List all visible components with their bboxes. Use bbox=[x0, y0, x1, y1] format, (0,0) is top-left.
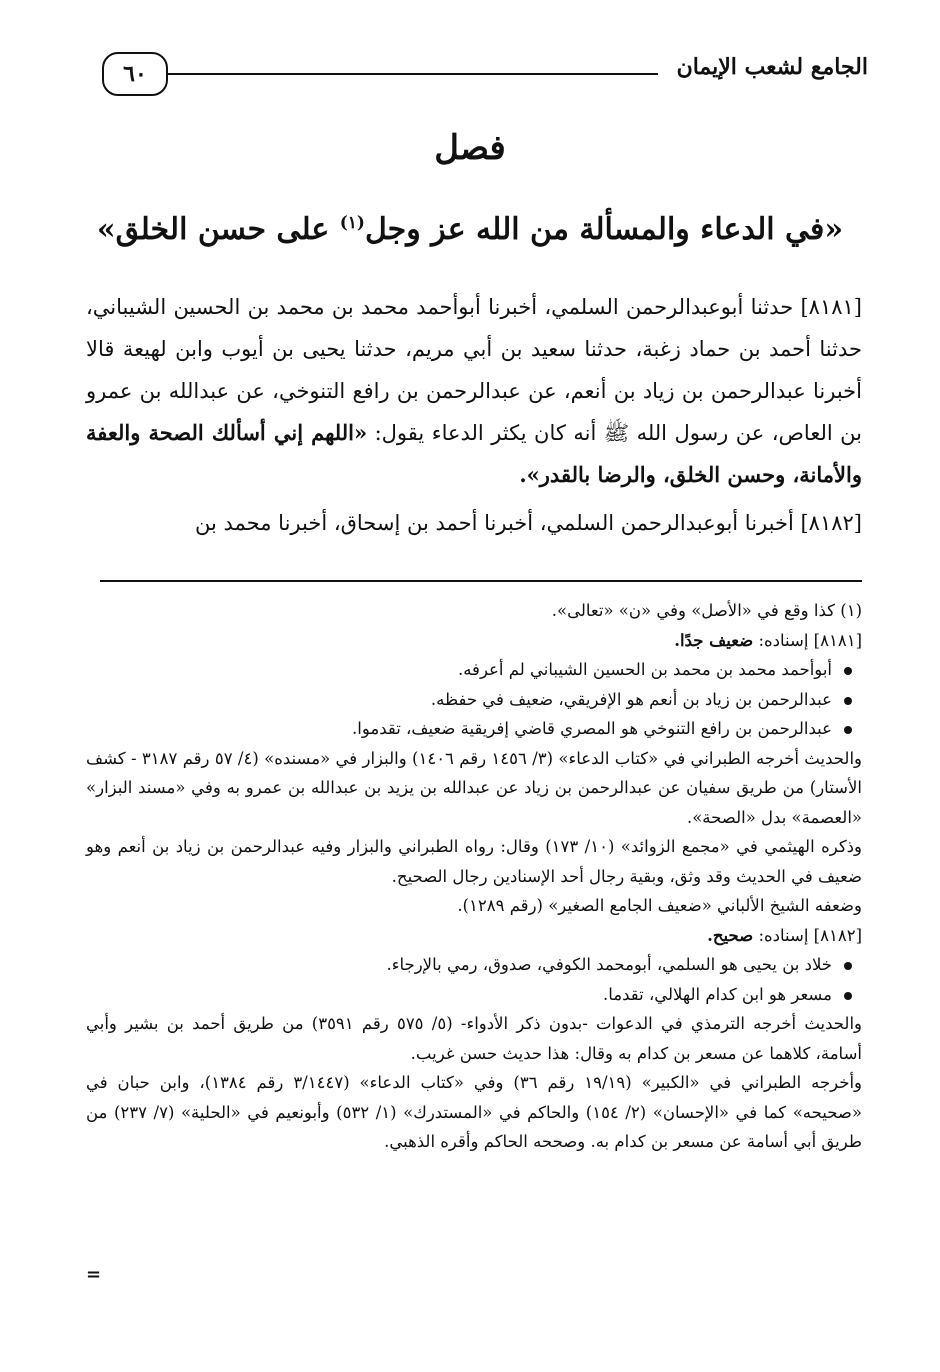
page-header bbox=[82, 52, 868, 100]
bullet-icon bbox=[844, 726, 852, 734]
list-item-text: عبدالرحمن بن رافع التنوخي هو المصري قاضي إفريقية ضعيف، تقدموا. bbox=[352, 719, 832, 738]
list-item-text: مسعر هو ابن كدام الهلالي، تقدما. bbox=[602, 984, 832, 1004]
list-item-text: عبدالرحمن بن زياد بن أنعم هو الإفريقي، ضعيف في حفظه. bbox=[430, 689, 832, 709]
main-text bbox=[86, 286, 862, 550]
header-rule bbox=[166, 73, 658, 75]
list-item-text: خلاد بن يحيى هو السلمي، أبومحمد الكوفي، صدوق، رمي بالإرجاء. bbox=[386, 955, 832, 974]
note-8181-list bbox=[86, 655, 862, 744]
note-8181-grade: ضعيف جدًا. bbox=[674, 630, 754, 650]
bullet-icon bbox=[844, 667, 852, 675]
note-8182-paragraph-1: والحديث أخرجه الترمذي في الدعوات -بدون ذكر الأدواء- (٥/ ٥٧٥ رقم ٣٥٩١) من طريق أحمد بن بشير وأبي أسامة، كلاهما عن مسعر بن كدام به وقال: هذا حديث حسن غريب. bbox=[86, 1014, 863, 1063]
footnotes bbox=[86, 596, 862, 1157]
hadith-8181-isnad: [٨١٨١] حدثنا أبوعبدالرحمن السلمي، أخبرنا أبوأحمد محمد بن محمد بن الحسين الشيباني، حدثنا أحمد بن حماد زغبة، حدثنا سعيد بن أبي مريم، حدثنا يحيى بن أيوب وابن لهيعة قالا أخبرنا عبدالرحمن بن زياد بن أنعم، عن عبدالرحمن بن رافع التنوخي، عن عبدالله بن عمرو بن العاص، عن رسول الله ﷺ أنه كان يكثر الدعاء يقول: bbox=[86, 295, 862, 445]
bullet-icon bbox=[844, 697, 852, 705]
note-8182-heading bbox=[86, 921, 862, 951]
note-8182-list bbox=[86, 950, 862, 1009]
note-8181-paragraph-1: والحديث أخرجه الطبراني في «كتاب الدعاء» (٣/ ١٤٥٦ رقم ١٤٠٦) والبزار في «مسنده» (٤/ ٥٧ رقم ٣١٨٧ - كشف الأستار) من طريق سفيان عن عبدالرحمن بن زياد عن عبدالله بن يزيد بن عبدالله بن عمرو به وفي «مسند البزار» «العصمة» بدل «الصحة». bbox=[86, 748, 862, 827]
hadith-8181-dua: «اللهم إني أسألك الصحة والعفة والأمانة، وحسن الخلق، والرضا بالقدر». bbox=[86, 420, 862, 487]
bullet-icon bbox=[844, 962, 852, 970]
note-8182-label: [٨١٨٢] إسناده: bbox=[753, 925, 862, 945]
note-8181-paragraph-2: وذكره الهيثمي في «مجمع الزوائد» (١٠/ ١٧٣) وقال: رواه الطبراني والبزار وفيه عبدالرحمن بن زياد بن أنعم وهو ضعيف في الحديث وقد وثق، وبقية رجال أحد الإسنادين رجال الصحيح. bbox=[86, 837, 862, 886]
footnote-1: (١) كذا وقع في «الأصل» وفي «ن» «تعالى». bbox=[551, 601, 862, 620]
chapter-title bbox=[0, 212, 940, 247]
bullet-icon bbox=[844, 992, 852, 1000]
note-8181-heading bbox=[86, 626, 862, 656]
note-8181-paragraph-3: وضعفه الشيخ الألباني «ضعيف الجامع الصغير» (رقم ١٢٨٩). bbox=[457, 896, 862, 915]
hadith-8182: [٨١٨٢] أخبرنا أبوعبدالرحمن السلمي، أخبرنا أحمد بن إسحاق، أخبرنا محمد بن bbox=[195, 511, 862, 535]
footnote-reference: (١) bbox=[339, 213, 365, 233]
book-title: الجامع لشعب الإيمان bbox=[676, 54, 868, 80]
note-8182-paragraph-2: وأخرجه الطبراني في «الكبير» (١٩/١٩ رقم ٣٦) وفي «كتاب الدعاء» (٣/١٤٤٧ رقم ١٣٨٤)، وابن حبان في «صحيحه» كما في «الإحسان» (٢/ ١٥٤) والحاكم في «المستدرك» (١/ ٥٣٢) وأبونعيم في «الحلية» (٧/ ٢٣٧) من طريق أبي أسامة عن مسعر بن كدام به. وصححه الحاكم وأقره الذهبي. bbox=[86, 1073, 863, 1151]
list-item bbox=[86, 950, 832, 980]
hadith-8181 bbox=[86, 286, 862, 496]
section-title: فصل bbox=[434, 128, 506, 168]
footnote-separator bbox=[100, 580, 862, 582]
note-8182-grade: صحيح. bbox=[707, 925, 754, 945]
list-item bbox=[86, 980, 832, 1010]
list-item bbox=[86, 685, 832, 715]
continuation-mark: = bbox=[86, 1264, 102, 1285]
list-item-text: أبوأحمد محمد بن محمد بن الحسين الشيباني لم أعرفه. bbox=[457, 660, 832, 679]
note-8181-label: [٨١٨١] إسناده: bbox=[753, 630, 862, 650]
chapter-title-part-1: «في الدعاء والمسألة من الله عز وجل bbox=[364, 212, 844, 247]
list-item bbox=[86, 714, 832, 744]
chapter-title-part-2: على حسن الخلق» bbox=[96, 212, 340, 247]
page-number-badge: ٦٠ bbox=[102, 52, 168, 96]
list-item bbox=[86, 655, 832, 685]
